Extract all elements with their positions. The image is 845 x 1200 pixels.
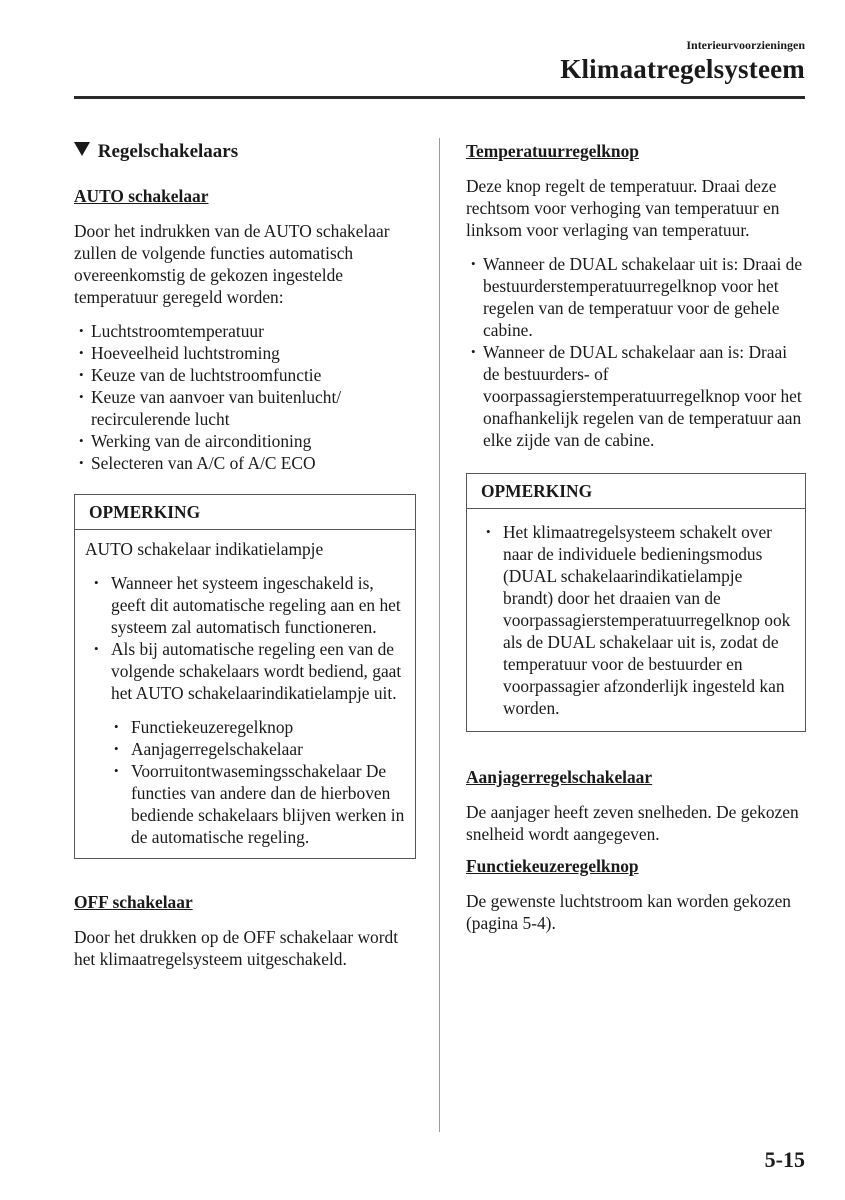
list-item: • Wanneer het systeem ingeschakeld is, geeft dit automatische regeling aan en het systeem zal automatisch functioneren. xyxy=(85,572,405,638)
triangle-down-icon xyxy=(74,142,90,156)
list-item: • Het klimaatregelsysteem schakelt over naar de individuele bedieningsmodus (DUAL schakelaarindikatielampje brandt) door het draaien van de voorpassagierstemperatuurregelknop ook als de DUAL schakelaar uit is, zodat de temperatuur voor de bestuurder en voorpassagier afzonderlijk ingesteld kan worden. xyxy=(477,521,795,719)
auto-switch-heading: AUTO schakelaar xyxy=(74,186,209,206)
left-column xyxy=(74,140,416,982)
list-item: • Selecteren van A/C of A/C ECO xyxy=(74,452,416,474)
note-lead: AUTO schakelaar indikatielampje xyxy=(85,539,324,559)
page-title: Klimaatregelsysteem xyxy=(560,54,805,84)
note-heading: OPMERKING xyxy=(467,474,805,509)
temp-knob-heading: Temperatuurregelknop xyxy=(466,141,639,161)
list-item xyxy=(85,638,405,848)
note-list xyxy=(85,572,405,848)
column-divider xyxy=(439,138,440,1132)
page-number: 5-15 xyxy=(764,1147,805,1172)
list-item: • Wanneer de DUAL schakelaar aan is: Draai de bestuurders- of voorpassagierstemperatuurregelknop voor het onafhankelijk regelen van de temperatuur aan elke zijde van de cabine. xyxy=(466,341,806,451)
note-sublist xyxy=(105,716,405,848)
list-item: • Aanjagerregelschakelaar xyxy=(105,738,405,760)
note-list xyxy=(477,521,795,719)
list-item: • Werking van de airconditioning xyxy=(74,430,416,452)
list-item: • Voorruitontwasemingsschakelaar De functies van andere dan de hierboven bediende schakelaars blijven werken in de automatische regeling. xyxy=(105,760,405,848)
note-box-auto xyxy=(74,494,416,859)
section-title-text: Regelschakelaars xyxy=(97,141,239,162)
note-body xyxy=(467,509,805,731)
off-switch-heading: OFF schakelaar xyxy=(74,892,193,912)
temp-knob-text: Deze knop regelt de temperatuur. Draai deze rechtsom voor verhoging van temperatuur en linksom voor verlaging van temperatuur. xyxy=(466,176,780,240)
fan-switch-heading: Aanjagerregelschakelaar xyxy=(466,767,653,787)
auto-functions-list xyxy=(74,320,416,474)
mode-knob-heading: Functiekeuzeregelknop xyxy=(466,856,639,876)
list-item: • Keuze van aanvoer van buitenlucht/ recirculerende lucht xyxy=(74,386,416,430)
list-item: • Wanneer de DUAL schakelaar uit is: Draai de bestuurderstemperatuurregelknop voor het regelen van de temperatuur voor de gehele cabine. xyxy=(466,253,806,341)
header-rule xyxy=(74,96,805,99)
fan-switch-text: De aanjager heeft zeven snelheden. De gekozen snelheid wordt aangegeven. xyxy=(466,802,799,844)
list-item-text: Als bij automatische regeling een van de volgende schakelaars wordt bediend, gaat het AUTO schakelaarindikatielampje uit. xyxy=(111,639,402,703)
note-heading: OPMERKING xyxy=(75,495,415,530)
list-item: • Hoeveelheid luchtstroming xyxy=(74,342,416,364)
mode-knob-text: De gewenste luchtstroom kan worden gekozen (pagina 5-4). xyxy=(466,891,792,933)
header-section: Interieurvoorzieningen xyxy=(686,38,805,52)
note-body xyxy=(75,530,415,858)
auto-switch-intro: Door het indrukken van de AUTO schakelaar zullen de volgende functies automatisch overeenkomstig de gekozen ingestelde temperatuur geregeld worden: xyxy=(74,221,390,307)
note-box-dual xyxy=(466,473,806,732)
off-switch-text: Door het drukken op de OFF schakelaar wordt het klimaatregelsysteem uitgeschakeld. xyxy=(74,927,399,969)
list-item: • Functiekeuzeregelknop xyxy=(105,716,405,738)
section-title xyxy=(74,140,416,164)
list-item: • Luchtstroomtemperatuur xyxy=(74,320,416,342)
temp-knob-list xyxy=(466,253,806,451)
right-column xyxy=(466,140,806,946)
list-item: • Keuze van de luchtstroomfunctie xyxy=(74,364,416,386)
